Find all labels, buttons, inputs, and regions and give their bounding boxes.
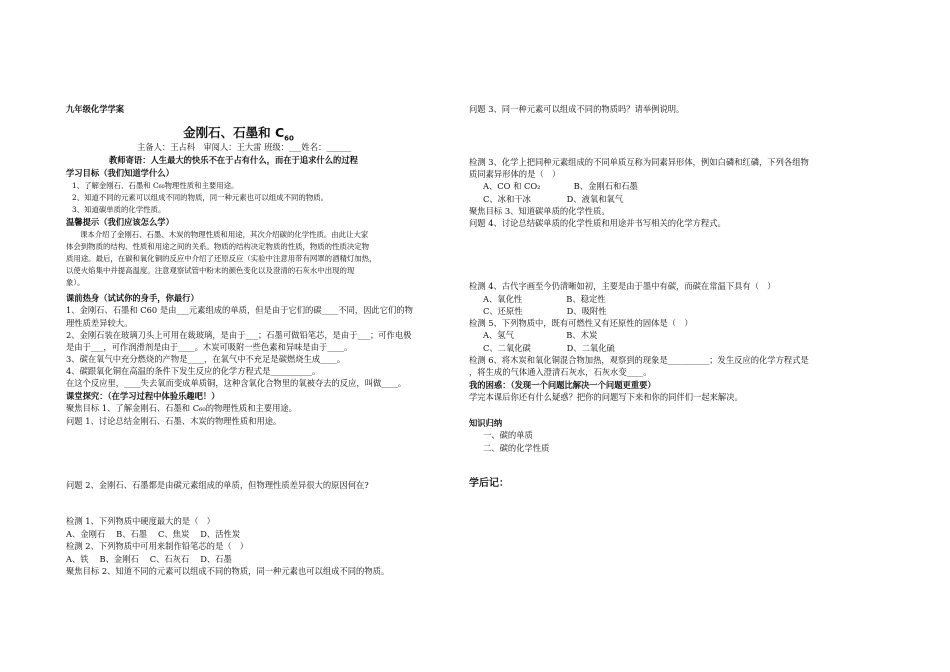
focus-goal-2: 聚焦目标 2、知道不同的元素可以组成不同的物质，同一种元素也可以组成不同的物质。	[66, 566, 390, 576]
afterword-heading: 学后记：	[469, 478, 509, 489]
question-1: 问题 1、讨论总结金刚石、石墨、木炭的物理性质和用途。	[66, 416, 282, 426]
test-4-options: A、氧化性 B、稳定性	[483, 294, 606, 304]
summary-item: 一、碳的单质	[483, 430, 533, 440]
explore-heading: 课堂探究：（在学习过程中体验乐趣吧！）	[66, 391, 220, 401]
tips-line: 以使火焰集中并提高温度。注意观察试管中粉末的颜色变化以及澄清的石灰水中出现的现	[66, 266, 355, 275]
tips-line: 质用途。最后，在碳和氧化铜的反应中介绍了还原反应（实验中注意用带有网罩的酒精灯加热，	[66, 254, 377, 263]
test-3-options: C、冰和干冰 D、液氧和氧气	[483, 194, 624, 204]
test-4-options: C、还原性 D、吸附性	[483, 306, 607, 316]
tips-line: 象）。	[66, 278, 85, 287]
test-5-options: A、氢气 B、木炭	[483, 330, 598, 340]
confusion-heading: 我的困惑：（发现一个问题比解决一个问题更重要）	[469, 380, 656, 390]
test-4: 检测 4、古代字画至今仍清晰如初，主要是由于墨中有碳，而碳在常温下具有（ ）	[469, 281, 776, 291]
teacher-motto: 教师寄语：人生最大的快乐不在于占有什么，而在于追求什么的过程	[109, 155, 358, 165]
tips-line: 体会到物质的结构、性质和用途之间的关系。物质的结构决定物质的性质，物质的性质决定物	[66, 242, 370, 251]
goals-heading: 学习目标（我们知道学什么）	[66, 168, 174, 178]
warmup-line: 理性质差异较大。	[66, 318, 133, 328]
warmup-line: 1、金刚石、石墨和 C60 是由___元素组成的单质，但是由于它们的碳____不同，因此它们的物	[66, 305, 413, 315]
confusion-text: 学完本课后你还有什么疑惑？把你的问题写下来和你的同伴们一起来解决。	[469, 392, 743, 402]
warmup-line: 2、金刚石装在玻璃刀头上可用在裁玻璃，是由于___；石墨可做铅笔芯，是由于___；可作电极	[66, 330, 412, 340]
focus-goal-3: 聚焦目标 3、知道碳单质的化学性质。	[469, 206, 610, 216]
question-3: 问题 3、同一种元素可以组成不同的物质吗？请举例说明。	[469, 104, 685, 114]
test-6-cont: ，将生成的气体通入澄清石灰水，石灰水变____。	[469, 367, 652, 377]
test-5-options: C、二氧化碳 D、二氧化硫	[483, 343, 615, 353]
goal-item: 2、知道不同的元素可以组成不同的物质，同一种元素也可以组成不同的物质。	[72, 193, 328, 202]
grade-title: 九年级化学学案	[66, 104, 125, 114]
summary-heading: 知识归纳	[469, 418, 503, 428]
goal-item: 1、了解金刚石、石墨和 C₆₀物理性质和主要用途。	[72, 181, 239, 190]
warmup-line: 3、碳在氧气中充分燃烧的产物是____，在氧气中不充足是碳燃烧生成____。	[66, 354, 346, 364]
test-3-options: A、CO 和 CO₂ B、金刚石和石墨	[483, 181, 638, 191]
question-4: 问题 4、讨论总结碳单质的化学性质和用途并书写相关的化学方程式。	[469, 218, 726, 228]
tips-line: 课本介绍了金刚石、石墨、木炭的物理性质和用途，其次介绍碳的化学性质。由此让大家	[80, 230, 369, 239]
test-5: 检测 5、下列物质中，既有可燃性又有还原性的固体是（ ）	[469, 318, 693, 328]
page-title: 金刚石、石墨和 $C_{60}$	[183, 125, 294, 143]
test-1: 检测 1、下列物质中硬度最大的是（ ）	[66, 516, 215, 526]
test-1-options: A、金刚石 B、石墨 C、焦炭 D、活性炭	[66, 529, 241, 539]
warmup-line: 4、碳跟氧化铜在高温的条件下发生反应的化学方程式是__________。	[66, 366, 321, 376]
goal-item: 3、知道碳单质的化学性质。	[72, 205, 166, 214]
test-3: 检测 3、化学上把同种元素组成的不同单质互称为同素异形体，例如白磷和红磷，下列各组物	[469, 157, 809, 167]
test-6: 检测 6、将木炭和氧化铜混合物加热，观察到的现象是__________；发生反应的化学方程式是	[469, 355, 809, 365]
summary-item: 二、碳的化学性质	[483, 443, 550, 453]
warmup-line: 是由于___，可作润滑剂是由于____。木炭可吸附一些色素和异味是由于____。	[66, 342, 353, 352]
test-3-cont: 质同素异形体的是（ ）	[469, 169, 561, 179]
authors-line: 主备人：王占科 审阅人：王大雷 班级：___姓名：______	[137, 142, 352, 152]
warmup-heading: 课前热身（试试你的身手，你最行）	[66, 293, 199, 303]
test-2-options: A、铁 B、金刚石 C、石灰石 D、石墨	[66, 554, 232, 564]
question-2: 问题 2、金刚石、石墨都是由碳元素组成的单质，但物理性质差异很大的原因何在?	[66, 480, 369, 490]
warmup-line: 在这个反应里，____失去氧而变成单质铜，这种含氧化合物里的氧被夺去的反应，叫做____。	[66, 378, 407, 388]
test-2: 检测 2、下列物质中可用来制作铅笔芯的是（ ）	[66, 541, 249, 551]
focus-goal-1: 聚焦目标 1、了解金刚石、石墨和 C₆₀的物理性质和主要用途。	[66, 403, 297, 413]
tips-heading: 温馨提示（我们应该怎么学）	[66, 217, 174, 227]
